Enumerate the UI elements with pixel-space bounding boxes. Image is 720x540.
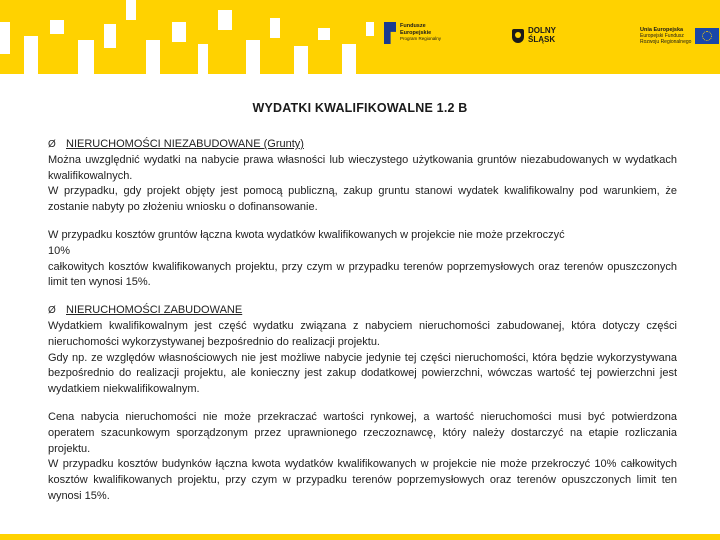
unia-europejska-logo (640, 27, 719, 45)
decor-block (104, 24, 116, 48)
arrow-bullet-icon: Ø (48, 305, 56, 317)
decor-block (294, 46, 308, 74)
section-heading-text: NIERUCHOMOŚCI ZABUDOWANE (66, 304, 243, 317)
eu-line1: Unia Europejska (640, 27, 684, 33)
decor-block (126, 0, 136, 20)
decor-block (198, 44, 208, 74)
paragraph: W przypadku kosztów budynków łączna kwota wydatków kwalifikowanych w projekcie nie może przekroczyć 10% całkowitych kosztów kwalifikowanych projektu, przy czym w przypadku terenów poprzemysłowych oraz terenów opuszczonych limit ten wynosi 15%. (48, 458, 677, 502)
page-title: WYDATKI KWALIFIKOWALNE 1.2 B (252, 101, 468, 115)
section-heading-zabudowane (48, 303, 677, 319)
decor-block (366, 22, 374, 36)
paragraph: W przypadku, gdy projekt objęty jest pomocą publiczną, zakup gruntu stanowi wydatek kwalifikowalny pod warunkiem, że zostanie nabyty po złożeniu wniosku o dofinansowanie. (48, 185, 677, 214)
arrow-bullet-icon: Ø (48, 139, 56, 150)
decor-block (172, 22, 186, 42)
decor-block (0, 22, 10, 54)
eu-line2: Europejski Fundusz (640, 33, 684, 39)
paragraph: Cena nabycia nieruchomości nie może przekraczać wartości rynkowej, a wartość nieruchomości musi być potwierdzona operatem szacunkowym sporządzonym przez uprawnionego rzeczoznawcę, który należy dostarczyć na etapie rozliczania projektu. (48, 410, 677, 455)
ds-line2: ŚLĄSK (528, 34, 556, 44)
decor-block (270, 18, 280, 38)
paragraph: 10% (48, 244, 71, 257)
decor-block (24, 36, 38, 74)
decor-block (218, 10, 232, 30)
paragraph: Wydatkiem kwalifikowalnym jest część wydatku związana z nabyciem nieruchomości zabudowanej, która dotyczy części nieruchomości wykorzystywanej bezpośrednio do realizacji projektu. (48, 319, 677, 348)
paragraph: całkowitych kosztów kwalifikowanych projektu, przy czym w przypadku terenów poprzemysłowych oraz terenów opuszczonych limit ten wynosi 15%. (48, 260, 677, 289)
fe-line1: Fundusze (400, 23, 426, 30)
decor-block (50, 20, 64, 34)
section-heading-text: NIERUCHOMOŚCI NIEZABUDOWANE (Grunty) (66, 138, 304, 150)
decor-block (318, 28, 330, 40)
header-banner (0, 0, 720, 74)
dolny-slask-logo (512, 27, 556, 44)
decor-block (146, 40, 160, 74)
paragraph: Gdy np. ze względów własnościowych nie jest możliwe nabycie jedynie tej części nieruchomości, która będzie wykorzystywana bezpośrednio do realizacji projektu, ale konieczny jest zakup dodatkowej powierzchni, wówczas wartość tej powierzchni jest wydatkiem niekwalifikowalnym. (48, 351, 677, 396)
section-heading-niezabudowane (48, 137, 677, 153)
bottom-accent-bar (0, 534, 720, 540)
eu-flag-icon (695, 28, 719, 44)
fe-line2: Europejskie (400, 29, 432, 36)
decor-block (246, 40, 260, 74)
decor-block (342, 44, 356, 74)
fe-line3: Program Regionalny (400, 36, 442, 42)
eu-line3: Rozwoju Regionalnego (640, 39, 692, 45)
ds-line1: DOLNY (528, 26, 556, 35)
decor-block (78, 40, 94, 74)
fundusze-europejskie-logo (384, 22, 441, 44)
document-body (48, 137, 677, 505)
paragraph: W przypadku kosztów gruntów łączna kwota wydatków kwalifikowanych w projekcie nie może przekroczyć (48, 228, 565, 241)
eagle-crest-icon (512, 29, 524, 43)
paragraph: Można uwzględnić wydatki na nabycie prawa własności lub wieczystego użytkowania gruntów niezabudowanych w wydatkach kwalifikowalnych. (48, 153, 677, 182)
fe-mark-icon (384, 22, 396, 44)
